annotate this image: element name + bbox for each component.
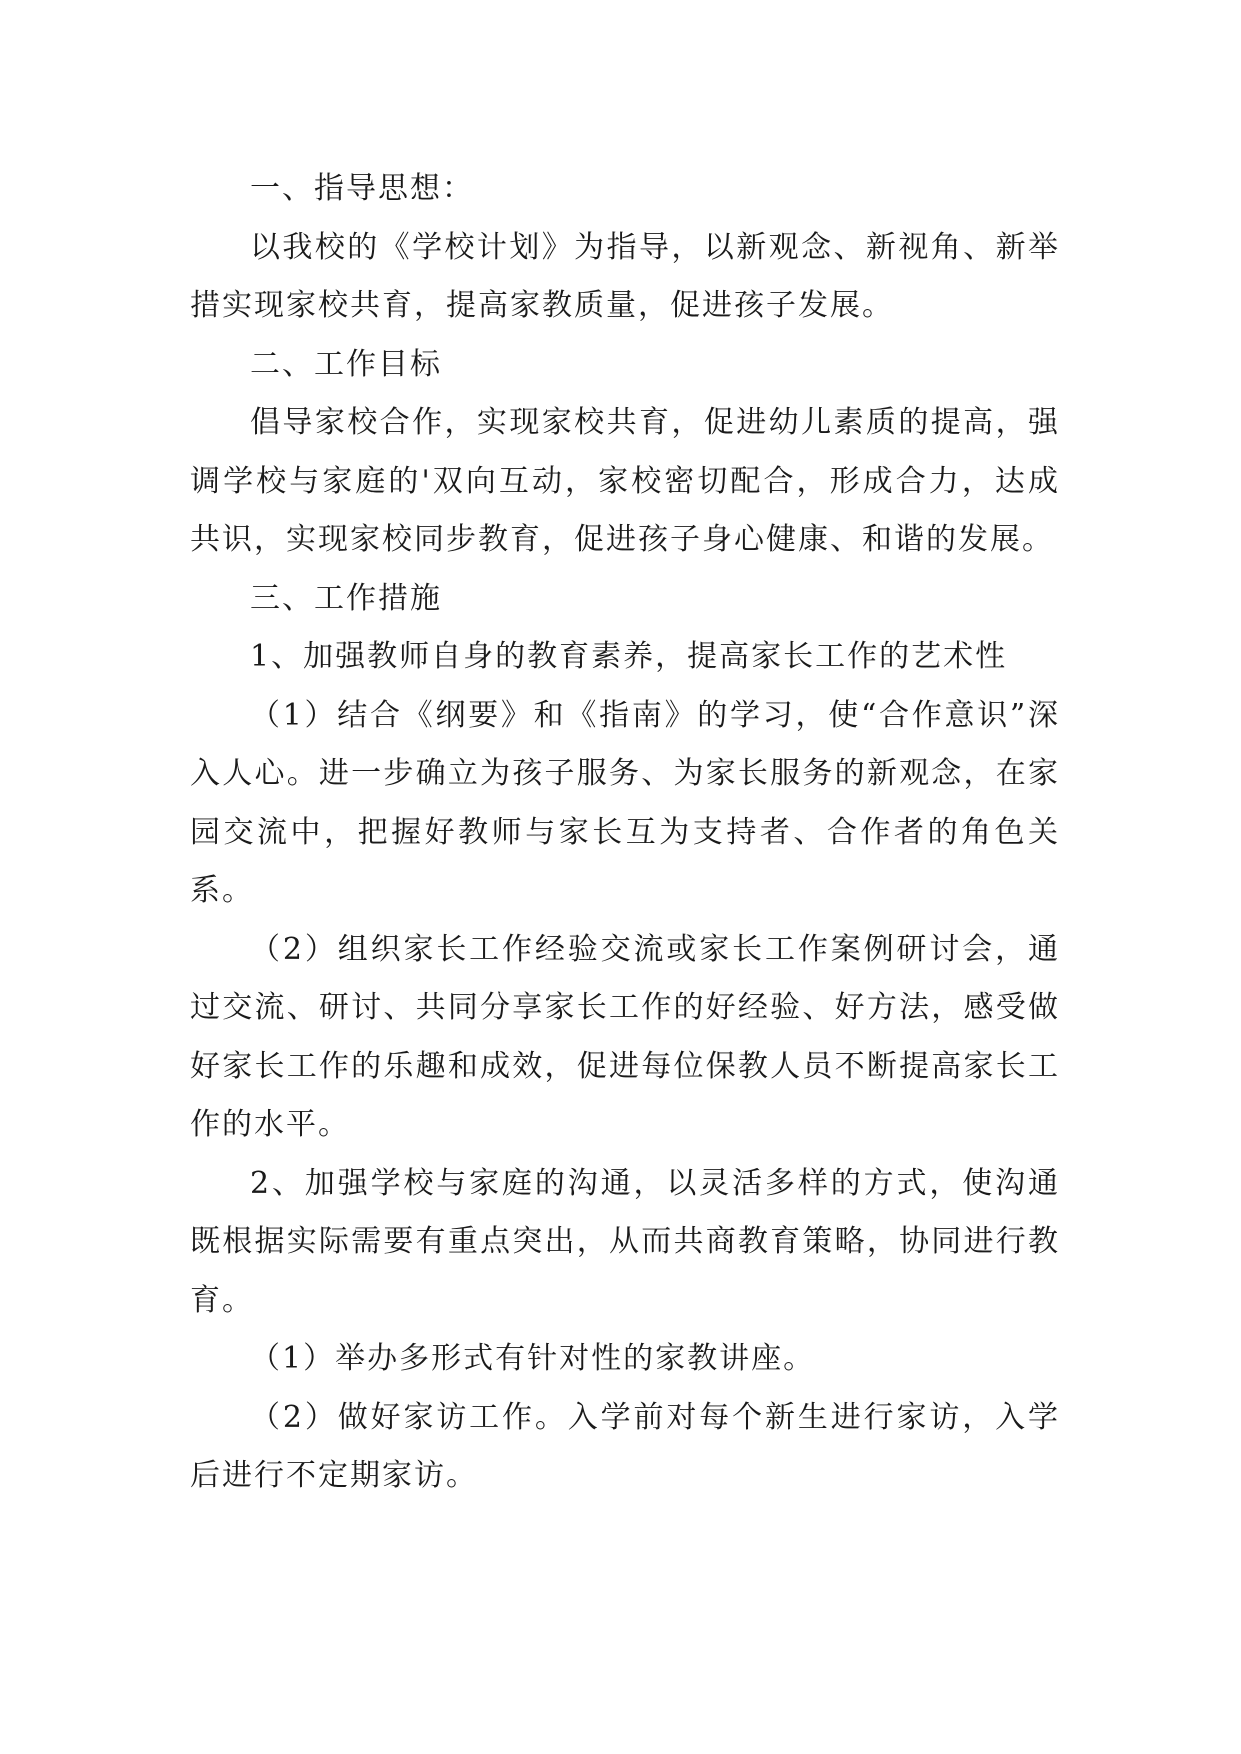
paragraph-measure-1-item-2: （2）组织家长工作经验交流或家长工作案例研讨会，通过交流、研讨、共同分享家长工作的好经验、好方法，感受做好家长工作的乐趣和成效，促进每位保教人员不断提高家长工作的水平。 xyxy=(190,931,1060,1142)
document-body xyxy=(190,160,1060,1506)
section-heading-work-goals: 二、工作目标 xyxy=(250,346,442,382)
paragraph-measure-1-item-1: （1）结合《纲要》和《指南》的学习，使“合作意识”深入人心。进一步确立为孩子服务、为家长服务的新观念，在家园交流中，把握好教师与家长互为支持者、合作者的角色关系。 xyxy=(190,697,1060,908)
paragraph-measure-2-item-2: （2）做好家访工作。入学前对每个新生进行家访，入学后进行不定期家访。 xyxy=(190,1399,1060,1493)
paragraph-work-goals: 倡导家校合作，实现家校共育，促进幼儿素质的提高，强调学校与家庭的'双向互动，家校密切配合，形成合力，达成共识，实现家校同步教育，促进孩子身心健康、和谐的发展。 xyxy=(190,405,1060,557)
subheading-measure-1: 1、加强教师自身的教育素养，提高家长工作的艺术性 xyxy=(250,639,1008,674)
paragraph-guiding-ideology: 以我校的《学校计划》为指导，以新观念、新视角、新举措实现家校共育，提高家教质量，促进孩子发展。 xyxy=(190,229,1060,323)
subheading-measure-2: 2、加强学校与家庭的沟通，以灵活多样的方式，使沟通既根据实际需要有重点突出，从而共商教育策略，协同进行教育。 xyxy=(190,1165,1060,1318)
section-heading-work-measures: 三、工作措施 xyxy=(250,580,442,616)
section-heading-guiding-ideology: 一、指导思想： xyxy=(250,171,474,206)
paragraph-measure-2-item-1: （1）举办多形式有针对性的家教讲座。 xyxy=(250,1341,816,1376)
